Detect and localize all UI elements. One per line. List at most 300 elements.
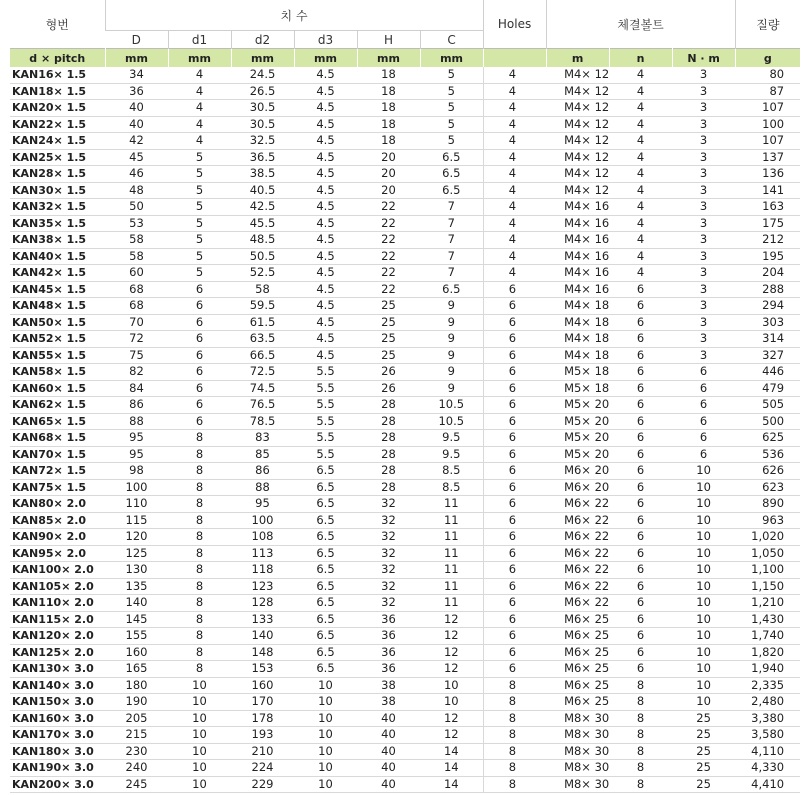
cell-torque: 10 <box>672 595 735 612</box>
cell-H: 32 <box>357 529 420 546</box>
cell-d3: 4.5 <box>294 347 357 364</box>
cell-C: 11 <box>420 529 483 546</box>
cell-C: 9 <box>420 314 483 331</box>
cell-d2: 50.5 <box>231 248 294 265</box>
cell-d2: 160 <box>231 677 294 694</box>
cell-weight: 1,820 <box>735 644 800 661</box>
cell-model: KAN75× 1.5 <box>10 479 105 496</box>
cell-d3: 4.5 <box>294 215 357 232</box>
cell-bolt-m: M8× 30 <box>546 760 609 777</box>
cell-C: 9 <box>420 380 483 397</box>
cell-d1: 8 <box>168 463 231 480</box>
cell-C: 9.5 <box>420 430 483 447</box>
cell-d2: 229 <box>231 776 294 793</box>
cell-d2: 48.5 <box>231 232 294 249</box>
cell-d1: 8 <box>168 628 231 645</box>
cell-bolt-m: M6× 20 <box>546 463 609 480</box>
cell-torque: 10 <box>672 677 735 694</box>
cell-bolt-m: M4× 16 <box>546 199 609 216</box>
table-row <box>10 430 800 447</box>
cell-D: 45 <box>105 149 168 166</box>
cell-d1: 8 <box>168 595 231 612</box>
cell-model: KAN70× 1.5 <box>10 446 105 463</box>
cell-C: 6.5 <box>420 182 483 199</box>
cell-model: KAN72× 1.5 <box>10 463 105 480</box>
cell-holes: 6 <box>483 529 546 546</box>
cell-torque: 3 <box>672 199 735 216</box>
cell-d2: 45.5 <box>231 215 294 232</box>
cell-H: 32 <box>357 512 420 529</box>
cell-d1: 6 <box>168 281 231 298</box>
unit-d1: mm <box>168 49 231 68</box>
cell-d2: 30.5 <box>231 116 294 133</box>
cell-d1: 4 <box>168 100 231 117</box>
cell-D: 88 <box>105 413 168 430</box>
cell-d2: 38.5 <box>231 166 294 183</box>
cell-d1: 5 <box>168 199 231 216</box>
cell-torque: 3 <box>672 182 735 199</box>
cell-d3: 4.5 <box>294 133 357 150</box>
table-row <box>10 182 800 199</box>
cell-bolt-m: M4× 12 <box>546 166 609 183</box>
cell-model: KAN28× 1.5 <box>10 166 105 183</box>
cell-C: 12 <box>420 644 483 661</box>
cell-C: 10.5 <box>420 397 483 414</box>
cell-bolt-n: 8 <box>609 760 672 777</box>
cell-d3: 4.5 <box>294 182 357 199</box>
cell-H: 18 <box>357 133 420 150</box>
cell-D: 58 <box>105 248 168 265</box>
cell-holes: 4 <box>483 232 546 249</box>
cell-d2: 83 <box>231 430 294 447</box>
cell-holes: 6 <box>483 545 546 562</box>
cell-H: 32 <box>357 595 420 612</box>
cell-holes: 6 <box>483 380 546 397</box>
table-row <box>10 562 800 579</box>
cell-bolt-m: M4× 18 <box>546 314 609 331</box>
cell-model: KAN190× 3.0 <box>10 760 105 777</box>
unit-nm: N · m <box>672 49 735 68</box>
cell-bolt-n: 6 <box>609 595 672 612</box>
cell-torque: 6 <box>672 364 735 381</box>
cell-weight: 141 <box>735 182 800 199</box>
table-row <box>10 413 800 430</box>
cell-bolt-m: M4× 12 <box>546 133 609 150</box>
cell-holes: 6 <box>483 314 546 331</box>
cell-D: 53 <box>105 215 168 232</box>
cell-bolt-m: M6× 20 <box>546 479 609 496</box>
cell-D: 58 <box>105 232 168 249</box>
cell-C: 7 <box>420 232 483 249</box>
cell-d1: 8 <box>168 430 231 447</box>
cell-torque: 3 <box>672 248 735 265</box>
cell-D: 40 <box>105 100 168 117</box>
cell-torque: 3 <box>672 331 735 348</box>
cell-holes: 8 <box>483 677 546 694</box>
cell-d1: 6 <box>168 314 231 331</box>
cell-H: 25 <box>357 314 420 331</box>
cell-bolt-n: 4 <box>609 100 672 117</box>
header-weight: 질량 <box>735 0 800 49</box>
cell-weight: 288 <box>735 281 800 298</box>
cell-holes: 4 <box>483 116 546 133</box>
table-row <box>10 512 800 529</box>
cell-d2: 58 <box>231 281 294 298</box>
cell-d2: 72.5 <box>231 364 294 381</box>
cell-model: KAN62× 1.5 <box>10 397 105 414</box>
cell-d2: 95 <box>231 496 294 513</box>
cell-d3: 6.5 <box>294 496 357 513</box>
cell-C: 12 <box>420 710 483 727</box>
cell-bolt-n: 6 <box>609 364 672 381</box>
unit-D: mm <box>105 49 168 68</box>
col-C: C <box>420 31 483 49</box>
table-row <box>10 116 800 133</box>
cell-bolt-m: M5× 20 <box>546 413 609 430</box>
cell-bolt-m: M6× 22 <box>546 496 609 513</box>
table-row <box>10 364 800 381</box>
cell-H: 28 <box>357 479 420 496</box>
cell-holes: 8 <box>483 694 546 711</box>
cell-holes: 6 <box>483 512 546 529</box>
cell-bolt-m: M6× 25 <box>546 611 609 628</box>
cell-d2: 86 <box>231 463 294 480</box>
cell-D: 100 <box>105 479 168 496</box>
cell-bolt-m: M6× 22 <box>546 578 609 595</box>
cell-model: KAN115× 2.0 <box>10 611 105 628</box>
cell-H: 40 <box>357 743 420 760</box>
cell-model: KAN180× 3.0 <box>10 743 105 760</box>
cell-d3: 10 <box>294 760 357 777</box>
cell-C: 14 <box>420 743 483 760</box>
unit-n: n <box>609 49 672 68</box>
unit-holes <box>483 49 546 68</box>
cell-d1: 5 <box>168 248 231 265</box>
cell-model: KAN40× 1.5 <box>10 248 105 265</box>
cell-C: 10.5 <box>420 413 483 430</box>
cell-d1: 10 <box>168 760 231 777</box>
cell-bolt-n: 6 <box>609 661 672 678</box>
cell-H: 22 <box>357 248 420 265</box>
cell-D: 215 <box>105 727 168 744</box>
cell-d3: 5.5 <box>294 430 357 447</box>
cell-holes: 6 <box>483 644 546 661</box>
cell-H: 32 <box>357 578 420 595</box>
cell-weight: 136 <box>735 166 800 183</box>
cell-d1: 8 <box>168 562 231 579</box>
table-row <box>10 331 800 348</box>
cell-bolt-n: 4 <box>609 248 672 265</box>
cell-model: KAN95× 2.0 <box>10 545 105 562</box>
cell-d3: 6.5 <box>294 479 357 496</box>
cell-bolt-n: 6 <box>609 347 672 364</box>
spec-table <box>10 0 800 793</box>
cell-holes: 4 <box>483 83 546 100</box>
cell-D: 40 <box>105 116 168 133</box>
cell-H: 18 <box>357 67 420 83</box>
cell-torque: 6 <box>672 446 735 463</box>
cell-C: 9 <box>420 364 483 381</box>
cell-holes: 6 <box>483 413 546 430</box>
cell-d1: 6 <box>168 298 231 315</box>
cell-d3: 5.5 <box>294 397 357 414</box>
cell-H: 18 <box>357 83 420 100</box>
table-body <box>10 67 800 793</box>
cell-H: 32 <box>357 496 420 513</box>
table-row <box>10 776 800 793</box>
cell-holes: 8 <box>483 727 546 744</box>
cell-weight: 536 <box>735 446 800 463</box>
cell-holes: 6 <box>483 562 546 579</box>
table-row <box>10 347 800 364</box>
cell-d2: 153 <box>231 661 294 678</box>
cell-bolt-n: 8 <box>609 677 672 694</box>
cell-model: KAN24× 1.5 <box>10 133 105 150</box>
cell-d3: 6.5 <box>294 628 357 645</box>
cell-D: 86 <box>105 397 168 414</box>
cell-torque: 10 <box>672 611 735 628</box>
cell-H: 20 <box>357 149 420 166</box>
header-dimensions: 치 수 <box>105 0 483 31</box>
cell-D: 68 <box>105 298 168 315</box>
cell-d3: 4.5 <box>294 298 357 315</box>
cell-D: 155 <box>105 628 168 645</box>
cell-torque: 10 <box>672 479 735 496</box>
cell-bolt-m: M6× 25 <box>546 694 609 711</box>
cell-d1: 6 <box>168 331 231 348</box>
cell-d1: 8 <box>168 446 231 463</box>
cell-weight: 2,335 <box>735 677 800 694</box>
cell-H: 20 <box>357 166 420 183</box>
cell-model: KAN200× 3.0 <box>10 776 105 793</box>
cell-bolt-n: 6 <box>609 512 672 529</box>
cell-C: 7 <box>420 248 483 265</box>
col-d2: d2 <box>231 31 294 49</box>
cell-holes: 6 <box>483 331 546 348</box>
cell-model: KAN110× 2.0 <box>10 595 105 612</box>
cell-D: 84 <box>105 380 168 397</box>
cell-d3: 4.5 <box>294 199 357 216</box>
cell-bolt-n: 6 <box>609 446 672 463</box>
cell-holes: 6 <box>483 298 546 315</box>
cell-d3: 6.5 <box>294 529 357 546</box>
cell-model: KAN32× 1.5 <box>10 199 105 216</box>
table-row <box>10 446 800 463</box>
cell-bolt-m: M6× 22 <box>546 595 609 612</box>
cell-D: 46 <box>105 166 168 183</box>
table-row <box>10 67 800 83</box>
cell-D: 70 <box>105 314 168 331</box>
cell-bolt-m: M8× 30 <box>546 710 609 727</box>
cell-C: 5 <box>420 67 483 83</box>
cell-weight: 623 <box>735 479 800 496</box>
cell-D: 125 <box>105 545 168 562</box>
cell-d2: 108 <box>231 529 294 546</box>
cell-bolt-m: M5× 20 <box>546 430 609 447</box>
cell-model: KAN16× 1.5 <box>10 67 105 83</box>
cell-d2: 40.5 <box>231 182 294 199</box>
cell-d1: 8 <box>168 611 231 628</box>
cell-d3: 4.5 <box>294 248 357 265</box>
cell-C: 11 <box>420 496 483 513</box>
cell-weight: 87 <box>735 83 800 100</box>
table-row <box>10 694 800 711</box>
cell-d3: 6.5 <box>294 463 357 480</box>
unit-d3: mm <box>294 49 357 68</box>
cell-bolt-m: M4× 18 <box>546 298 609 315</box>
cell-holes: 4 <box>483 199 546 216</box>
cell-bolt-n: 6 <box>609 463 672 480</box>
cell-H: 20 <box>357 182 420 199</box>
cell-bolt-m: M4× 16 <box>546 215 609 232</box>
cell-model: KAN25× 1.5 <box>10 149 105 166</box>
cell-D: 98 <box>105 463 168 480</box>
table-row <box>10 760 800 777</box>
cell-H: 28 <box>357 446 420 463</box>
cell-C: 7 <box>420 215 483 232</box>
cell-weight: 204 <box>735 265 800 282</box>
cell-H: 26 <box>357 364 420 381</box>
col-D: D <box>105 31 168 49</box>
cell-model: KAN85× 2.0 <box>10 512 105 529</box>
cell-C: 14 <box>420 776 483 793</box>
cell-bolt-n: 6 <box>609 380 672 397</box>
cell-d2: 133 <box>231 611 294 628</box>
cell-d1: 4 <box>168 83 231 100</box>
cell-d3: 4.5 <box>294 314 357 331</box>
cell-H: 22 <box>357 232 420 249</box>
cell-holes: 6 <box>483 397 546 414</box>
cell-bolt-n: 6 <box>609 496 672 513</box>
cell-bolt-n: 6 <box>609 479 672 496</box>
cell-bolt-m: M5× 20 <box>546 446 609 463</box>
cell-bolt-n: 6 <box>609 281 672 298</box>
cell-weight: 963 <box>735 512 800 529</box>
cell-D: 42 <box>105 133 168 150</box>
cell-torque: 3 <box>672 298 735 315</box>
cell-d2: 36.5 <box>231 149 294 166</box>
cell-model: KAN45× 1.5 <box>10 281 105 298</box>
cell-D: 180 <box>105 677 168 694</box>
cell-C: 11 <box>420 562 483 579</box>
cell-H: 18 <box>357 100 420 117</box>
cell-bolt-m: M5× 18 <box>546 380 609 397</box>
table-row <box>10 397 800 414</box>
cell-weight: 505 <box>735 397 800 414</box>
cell-model: KAN170× 3.0 <box>10 727 105 744</box>
cell-d2: 113 <box>231 545 294 562</box>
cell-d3: 10 <box>294 677 357 694</box>
cell-d3: 6.5 <box>294 512 357 529</box>
cell-d1: 6 <box>168 380 231 397</box>
cell-D: 245 <box>105 776 168 793</box>
cell-bolt-m: M6× 22 <box>546 562 609 579</box>
cell-D: 34 <box>105 67 168 83</box>
cell-holes: 6 <box>483 595 546 612</box>
cell-weight: 4,410 <box>735 776 800 793</box>
cell-bolt-m: M4× 18 <box>546 331 609 348</box>
table-row <box>10 166 800 183</box>
cell-model: KAN60× 1.5 <box>10 380 105 397</box>
cell-weight: 1,210 <box>735 595 800 612</box>
cell-H: 22 <box>357 281 420 298</box>
cell-weight: 500 <box>735 413 800 430</box>
cell-holes: 4 <box>483 133 546 150</box>
cell-D: 72 <box>105 331 168 348</box>
cell-D: 48 <box>105 182 168 199</box>
cell-d3: 6.5 <box>294 578 357 595</box>
cell-D: 230 <box>105 743 168 760</box>
cell-bolt-n: 6 <box>609 331 672 348</box>
cell-C: 6.5 <box>420 281 483 298</box>
cell-H: 28 <box>357 430 420 447</box>
cell-D: 135 <box>105 578 168 595</box>
cell-d1: 8 <box>168 578 231 595</box>
cell-weight: 195 <box>735 248 800 265</box>
table-row <box>10 529 800 546</box>
table-row <box>10 265 800 282</box>
cell-C: 14 <box>420 760 483 777</box>
cell-holes: 8 <box>483 760 546 777</box>
cell-model: KAN100× 2.0 <box>10 562 105 579</box>
cell-H: 28 <box>357 463 420 480</box>
cell-H: 36 <box>357 644 420 661</box>
cell-torque: 10 <box>672 463 735 480</box>
cell-C: 5 <box>420 100 483 117</box>
cell-torque: 3 <box>672 83 735 100</box>
cell-holes: 4 <box>483 166 546 183</box>
cell-D: 95 <box>105 430 168 447</box>
cell-C: 12 <box>420 727 483 744</box>
cell-d2: 24.5 <box>231 67 294 83</box>
cell-d2: 74.5 <box>231 380 294 397</box>
cell-bolt-m: M8× 30 <box>546 776 609 793</box>
unit-H: mm <box>357 49 420 68</box>
cell-weight: 625 <box>735 430 800 447</box>
cell-bolt-n: 6 <box>609 430 672 447</box>
cell-d1: 4 <box>168 116 231 133</box>
cell-d1: 5 <box>168 215 231 232</box>
cell-holes: 6 <box>483 661 546 678</box>
cell-d2: 59.5 <box>231 298 294 315</box>
cell-weight: 163 <box>735 199 800 216</box>
cell-D: 82 <box>105 364 168 381</box>
cell-H: 40 <box>357 710 420 727</box>
unit-C: mm <box>420 49 483 68</box>
cell-bolt-m: M4× 16 <box>546 248 609 265</box>
cell-d2: 224 <box>231 760 294 777</box>
cell-d3: 5.5 <box>294 364 357 381</box>
cell-d1: 10 <box>168 710 231 727</box>
cell-d1: 5 <box>168 149 231 166</box>
cell-H: 28 <box>357 413 420 430</box>
table-row <box>10 281 800 298</box>
cell-weight: 1,020 <box>735 529 800 546</box>
cell-torque: 25 <box>672 743 735 760</box>
cell-torque: 10 <box>672 545 735 562</box>
cell-H: 22 <box>357 215 420 232</box>
cell-holes: 6 <box>483 496 546 513</box>
cell-holes: 6 <box>483 281 546 298</box>
cell-model: KAN105× 2.0 <box>10 578 105 595</box>
cell-H: 32 <box>357 545 420 562</box>
cell-bolt-n: 6 <box>609 628 672 645</box>
cell-d1: 10 <box>168 694 231 711</box>
cell-torque: 10 <box>672 644 735 661</box>
cell-D: 120 <box>105 529 168 546</box>
cell-bolt-n: 8 <box>609 710 672 727</box>
cell-D: 160 <box>105 644 168 661</box>
